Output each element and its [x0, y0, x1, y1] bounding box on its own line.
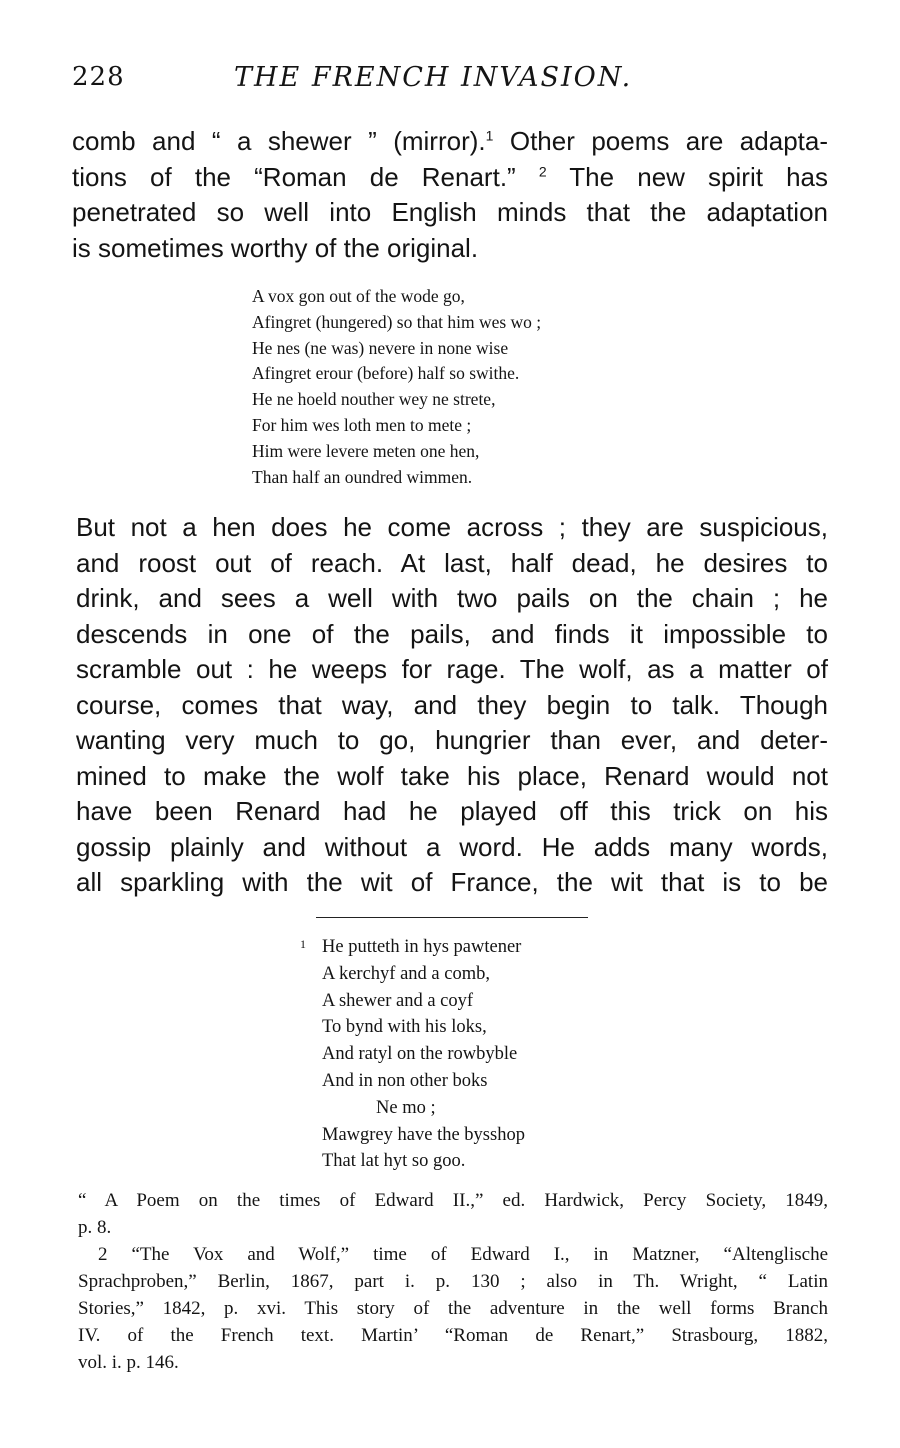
verse-line: That lat hyt so goo.	[322, 1151, 466, 1172]
text-line: Sprachproben,” Berlin, 1867, part i. p. 130 ; also in Th. Wright, “ Latin	[78, 1271, 828, 1292]
text-line: 2 “The Vox and Wolf,” time of Edward I., in Matzner, “Altenglische	[98, 1244, 828, 1265]
footnote-1-citation	[78, 1187, 828, 1241]
footnote-ref: 2	[538, 162, 547, 179]
text-line: “ A Poem on the times of Edward II.,” ed. Hardwick, Percy Society, 1849,	[78, 1190, 828, 1211]
verse-line: And ratyl on the rowbyble	[322, 1044, 518, 1065]
page-number: 228	[72, 62, 125, 92]
verse-line: Afingret (hungered) so that him wes wo ;	[252, 311, 542, 332]
text-line: course, comes that way, and they begin to talk. Though	[76, 689, 828, 720]
text-line: wanting very much to go, hungrier than ever, and deter-	[76, 725, 828, 755]
verse-line: For him wes loth men to mete ;	[252, 414, 472, 435]
verse-line: A shewer and a coyf	[322, 990, 474, 1011]
text-line: But not a hen does he come across ; they are suspicious,	[76, 512, 828, 542]
footnote-1-verse	[300, 934, 525, 1175]
verse-line: Mawgrey have the bysshop	[322, 1124, 525, 1145]
verse-line: Ne mo ;	[376, 1097, 436, 1118]
verse-line: He nes (ne was) nevere in none wise	[252, 337, 509, 358]
verse-line: And in non other boks	[322, 1070, 488, 1091]
text-line: p. 8.	[78, 1217, 112, 1238]
verse-line: Than half an oundred wimmen.	[252, 466, 473, 487]
text-line: drink, and sees a well with two pails on the chain ; he	[76, 583, 828, 613]
running-header	[72, 62, 832, 102]
body-paragraph-1	[72, 124, 828, 266]
text-line: gossip plainly and without a word. He adds many words,	[76, 831, 828, 862]
verse-line: He ne hoeld nouther wey ne strete,	[252, 389, 496, 410]
text-line: is sometimes worthy of the original.	[72, 232, 479, 263]
verse-line: To bynd with his loks,	[322, 1017, 487, 1038]
text-line: comb and “ a shewer ” (mirror).$^1$ Other poems are adapta-	[72, 126, 828, 156]
text-line: Stories,” 1842, p. xvi. This story of the adventure in the well forms Branch	[78, 1298, 828, 1319]
verse-line: Afingret erour (before) half so swithe.	[252, 363, 520, 384]
verse-line: A kerchyf and a comb,	[322, 963, 490, 984]
text-line: mined to make the wolf take his place, Renard would not	[76, 760, 828, 791]
text-line: all sparkling with the wit of France, the wit that is to be	[76, 867, 828, 897]
text-line: descends in one of the pails, and finds it impossible to	[76, 618, 828, 649]
verse-line: A vox gon out of the wode go,	[252, 286, 465, 306]
running-head-title: THE FRENCH INVASION.	[234, 62, 633, 93]
verse-line: 1 He putteth in hys pawtener	[300, 934, 525, 961]
text-line: and roost out of reach. At last, half dead, he desires to	[76, 547, 828, 578]
footnote-separator-rule	[316, 917, 588, 918]
text-line: have been Renard had he played off this trick on his	[76, 796, 828, 826]
text-line: scramble out : he weeps for rage. The wolf, as a matter of	[76, 654, 828, 684]
text-line: IV. of the French text. Martin’ “Roman de Renart,” Strasbourg, 1882,	[78, 1325, 828, 1346]
text-line: vol. i. p. 146.	[78, 1352, 179, 1373]
text-line: penetrated so well into English minds that the adaptation	[72, 197, 828, 227]
verse-line: Him were levere meten one hen,	[252, 440, 480, 461]
footnote-ref: 1	[485, 127, 494, 144]
text-line: tions of the “Roman de Renart.” $^2$ The new spirit has	[72, 161, 828, 192]
footnote-2	[78, 1241, 828, 1376]
main-verse-quotation	[252, 284, 541, 490]
body-paragraph-2	[76, 510, 828, 901]
footnote-marker: 1	[300, 937, 306, 951]
